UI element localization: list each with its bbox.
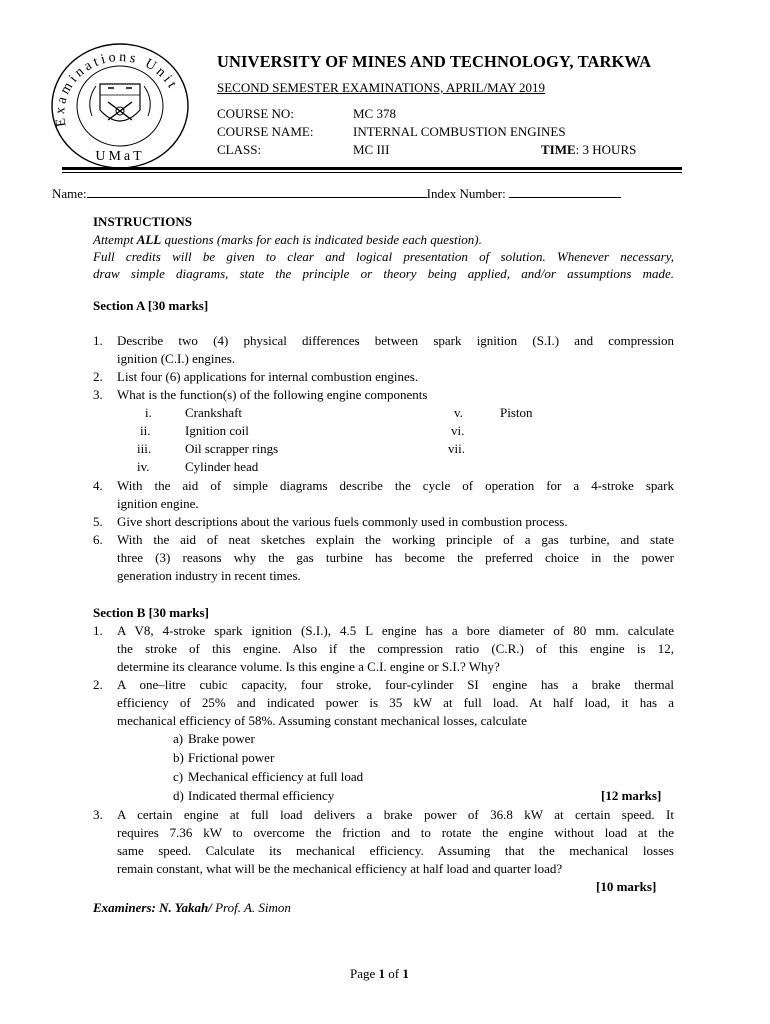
examiners-label: Examiners: N. Yakah/ — [93, 900, 212, 915]
section-a-q2-number: 2. — [93, 369, 103, 384]
index-label: Index Number: — [426, 186, 506, 201]
component-number: iv. — [137, 459, 150, 474]
section-a-heading: Section A [30 marks] — [93, 298, 209, 313]
section-b-q3-number: 3. — [93, 807, 103, 822]
q3-marks: [10 marks] — [596, 879, 657, 894]
header-rule-thin — [62, 172, 682, 173]
section-a-q1-number: 1. — [93, 333, 103, 348]
section-b-q2-line-1: A one–litre cubic capacity, four stroke, four-cylinder SI engine has a brake thermal — [117, 677, 674, 692]
examiners-line — [93, 899, 291, 917]
section-b-q1-number: 1. — [93, 623, 103, 638]
class-value: MC III — [353, 142, 390, 157]
name-label: Name: — [52, 186, 87, 201]
section-a-q5-number: 5. — [93, 514, 103, 529]
course-no-value: MC 378 — [353, 106, 396, 121]
q2-marks: [12 marks] — [601, 788, 662, 803]
header-rule-thick — [62, 167, 682, 170]
component-label: Crankshaft — [185, 405, 243, 420]
section-a-q5-line-1: Give short descriptions about the various fuels commonly used in combustion process. — [117, 514, 568, 529]
part-label: Brake power — [188, 731, 255, 746]
section-b-q2-line-2: efficiency of 25% and indicated power is 35 kW at full load. At half load, it has a — [117, 695, 674, 710]
section-a-q3-line-1: What is the function(s) of the following engine components — [117, 387, 428, 402]
component-label: Oil scrapper rings — [185, 441, 279, 456]
time-label: TIME — [541, 142, 576, 157]
component-number: ii. — [140, 423, 151, 438]
part-label: Frictional power — [188, 750, 275, 765]
component-number: vii. — [448, 441, 465, 456]
part-number: d) — [173, 788, 184, 803]
section-b-q3-line-4: remain constant, what will be the mechanical efficiency at half load and quarter load? — [117, 861, 563, 876]
examiners-names: Prof. A. Simon — [211, 900, 291, 915]
section-b-q2-number: 2. — [93, 677, 103, 692]
section-b-q3-line-2: requires 7.36 kW to overcome the friction and to rotate the engine without load at the — [117, 825, 674, 840]
section-a-q6-line-2: three (3) reasons why the gas turbine has become the preferred choice in the power — [117, 550, 674, 565]
time-row — [541, 142, 636, 158]
instructions-line-3: draw simple diagrams, state the principle or theory being applied, and/or assumptions made. — [93, 266, 674, 281]
section-a-q6-number: 6. — [93, 532, 103, 547]
course-name-row — [217, 124, 566, 140]
section-a-q3-number: 3. — [93, 387, 103, 402]
section-a-q4-line-1: With the aid of simple diagrams describe the cycle of operation for a 4-stroke spark — [117, 478, 674, 493]
course-no-label: COURSE NO: — [217, 106, 294, 121]
svg-text:Examinations Unit: Examinations Unit — [53, 49, 181, 128]
instructions-heading: INSTRUCTIONS — [93, 214, 192, 229]
course-name-label: COURSE NAME: — [217, 124, 314, 139]
page-number: Page 1 of 1 — [350, 966, 409, 981]
part-label: Mechanical efficiency at full load — [188, 769, 364, 784]
exam-session: SECOND SEMESTER EXAMINATIONS, APRIL/MAY 2019 — [217, 80, 546, 95]
section-a-q4-line-2: ignition engine. — [117, 496, 199, 511]
university-title: UNIVERSITY OF MINES AND TECHNOLOGY, TARKWA — [217, 52, 652, 71]
component-label: Piston — [500, 405, 533, 420]
student-details-line — [52, 185, 621, 203]
index-number-field[interactable] — [509, 185, 621, 198]
section-a-q6-line-3: generation industry in recent times. — [117, 568, 301, 583]
component-number: vi. — [451, 423, 465, 438]
component-label: Ignition coil — [185, 423, 249, 438]
section-a-q6-line-1: With the aid of neat sketches explain the working principle of a gas turbine, and state — [117, 532, 674, 547]
component-number: v. — [454, 405, 463, 420]
component-number: i. — [145, 405, 152, 420]
section-b-heading: Section B [30 marks] — [93, 605, 209, 620]
section-b-q3-line-1: A certain engine at full load delivers a brake power of 36.8 kW at certain speed. It — [117, 807, 674, 822]
section-a-q1-line-1: Describe two (4) physical differences between spark ignition (S.I.) and compression — [117, 333, 674, 348]
umat-exam-unit-logo — [48, 40, 198, 170]
instructions-line-2: Full credits will be given to clear and logical presentation of solution. Whenever necessary, — [93, 249, 674, 264]
component-number: iii. — [137, 441, 152, 456]
time-value: : 3 HOURS — [575, 142, 637, 157]
course-no-row — [217, 106, 396, 122]
class-label: CLASS: — [217, 142, 262, 157]
section-b-q1-line-3: determine its clearance volume. Is this engine a C.I. engine or S.I.? Why? — [117, 659, 500, 674]
class-row — [217, 142, 389, 158]
section-a-q1-line-2: ignition (C.I.) engines. — [117, 351, 236, 366]
part-label: Indicated thermal efficiency — [188, 788, 335, 803]
section-a-q2-line-1: List four (6) applications for internal combustion engines. — [117, 369, 419, 384]
part-number: b) — [173, 750, 184, 765]
section-b-q2-line-3: mechanical efficiency of 58%. Assuming constant mechanical losses, calculate — [117, 713, 527, 728]
svg-text:UMaT: UMaT — [95, 149, 145, 164]
name-field[interactable] — [87, 185, 427, 198]
part-number: a) — [173, 731, 184, 746]
part-number: c) — [173, 769, 184, 784]
course-name-value: INTERNAL COMBUSTION ENGINES — [353, 124, 566, 139]
instructions-line-1: Attempt ALL questions (marks for each is indicated beside each question). — [93, 232, 482, 247]
component-label: Cylinder head — [185, 459, 259, 474]
section-b-q1-line-1: A V8, 4-stroke spark ignition (S.I.), 4.5 L engine has a bore diameter of 80 mm. calculate — [117, 623, 674, 638]
section-a-q4-number: 4. — [93, 478, 103, 493]
section-b-q3-line-3: same speed. Calculate its mechanical efficiency. Assuming that the mechanical losses — [117, 843, 674, 858]
section-b-q1-line-2: the stroke of this engine. Also if the compression ratio (C.R.) of this engine is 12, — [117, 641, 674, 656]
